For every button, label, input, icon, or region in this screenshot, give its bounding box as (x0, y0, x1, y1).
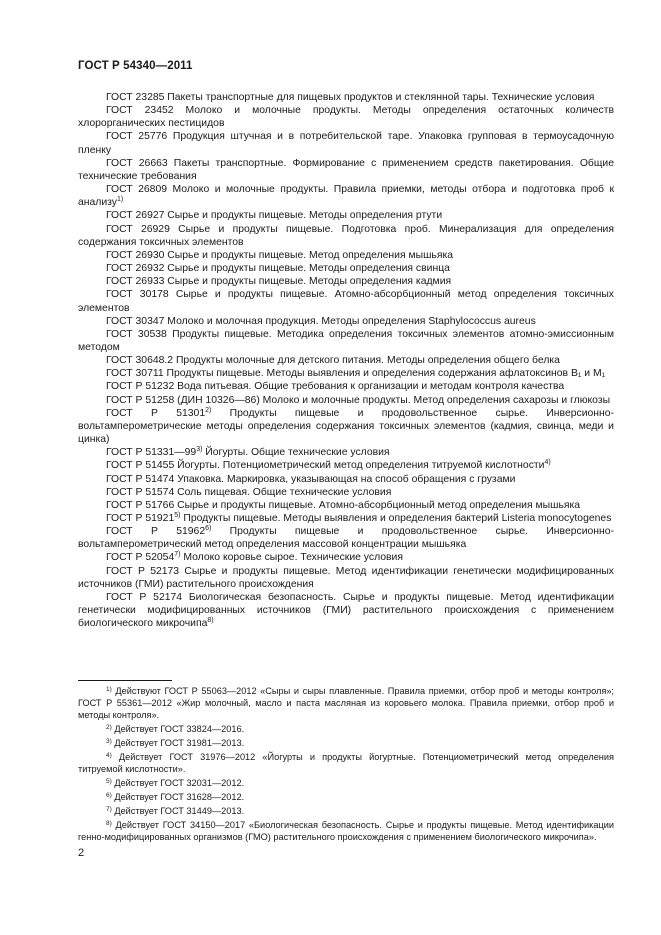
reference-text: ГОСТ Р 52054 (106, 552, 175, 564)
reference-item (78, 591, 614, 630)
reference-item (78, 262, 614, 275)
reference-text: ГОСТ 26929 Сырье и продукты пищевые. Подготовка проб. Минерализация для определения содержания токсичных элементов (78, 223, 614, 248)
footnote-item (78, 792, 614, 804)
reference-text-continued: Продукты пищевые. Методы выявления и определения бактерий Listeria monocytogenes (180, 513, 612, 524)
footnote-item (78, 738, 614, 750)
footnote-mark: 4) (544, 459, 551, 467)
reference-text: ГОСТ Р 51232 Вода питьевая. Общие требования к организации и методам контроля качества (106, 381, 565, 393)
reference-text: ГОСТ 23452 Молоко и молочные продукты. Методы определения остаточных количеств хлорорганических пестицидов (78, 105, 614, 130)
reference-item (78, 223, 614, 249)
reference-item (78, 394, 614, 407)
footnote-mark: 2) (205, 406, 212, 414)
reference-text: ГОСТ Р 51921 (106, 513, 175, 524)
reference-item (78, 459, 614, 472)
reference-text: ГОСТ 26663 Пакеты транспортные. Формирование с применением средств пакетирования. Общие технические требования (78, 157, 614, 182)
reference-text: ГОСТ 26932 Сырье и продукты пищевые. Методы определения свинца (106, 263, 450, 275)
footnote-mark: 7) (106, 805, 112, 813)
reference-item (78, 288, 614, 314)
reference-item (78, 565, 614, 591)
reference-item (78, 209, 614, 222)
footnote-item (78, 820, 614, 844)
reference-item (78, 91, 614, 104)
reference-text: ГОСТ 26933 Сырье и продукты пищевые. Методы определения кадмия (106, 276, 452, 288)
reference-text: ГОСТ 30178 Сырье и продукты пищевые. Атомно-абсорбционный метод определения токсичных элементов (78, 289, 614, 314)
reference-text: ГОСТ Р 52173 Сырье и продукты пищевые. Метод идентификации генетически модифицированных источников (ГМИ) растительного происхождения (78, 565, 614, 590)
reference-item (78, 499, 614, 512)
page-number: 2 (78, 847, 85, 859)
reference-text: ГОСТ Р 51574 Соль пищевая. Общие технические условия (106, 486, 392, 498)
reference-item (78, 367, 614, 380)
reference-item (78, 328, 614, 354)
reference-text: ГОСТ Р 51455 Йогурты. Потенциометрический метод определения титруемой кислотности (106, 460, 545, 472)
footnote-text: Действуют ГОСТ Р 55063—2012 «Сыры и сыры плавленные. Правила приемки, отбор проб и методы контроля»; ГОСТ Р 55361—2012 «Жир молочный, масло и паста масляная из коровьего молока. Правила приемки, отбор проб и методы контроля». (78, 686, 614, 720)
footnote-mark: 5) (106, 777, 112, 785)
footnote-mark: 8) (207, 617, 214, 625)
footnote-mark: 3) (196, 446, 203, 454)
footnote-text: Действует ГОСТ 32031—2012. (114, 777, 245, 788)
footnote-text: Действует ГОСТ 31981—2013. (114, 737, 245, 748)
footnote-divider (78, 680, 172, 681)
reference-item (78, 249, 614, 262)
reference-text: ГОСТ Р 51474 Упаковка. Маркировка, указывающая на способ обращения с грузами (106, 473, 516, 485)
reference-item (78, 486, 614, 499)
reference-item (78, 380, 614, 393)
reference-text: ГОСТ Р 51258 (ДИН 10326—86) Молоко и молочные продукты. Метод определения сахарозы и глюкозы (106, 394, 611, 406)
footnote-text: Действует ГОСТ 31976—2012 «Йогурты и продукты йогуртные. Потенциометрический метод определения титруемой кислотности». (78, 751, 614, 774)
reference-item (78, 157, 614, 183)
footnote-mark: 3) (106, 737, 112, 745)
reference-text: ГОСТ 30538 Продукты пищевые. Методика определения токсичных элементов атомно-эмиссионным методом (78, 328, 614, 353)
reference-text: ГОСТ 30648.2 Продукты молочные для детского питания. Методы определения общего белка (106, 355, 560, 367)
reference-text-continued: Продукты пищевые и продовольственное сырье. Инверсионно-вольтамперометрические методы определения содержания токсичных элементов (кадмия, свинца, меди и цинка) (78, 407, 615, 446)
footnote-mark: 7) (174, 551, 181, 559)
footnote-text: Действует ГОСТ 34150—2017 «Биологическая безопасность. Сырье и продукты пищевые. Метод идентификации генно-модифицированных организмов (ГМО) растительного происхождения с применением биологического микрочипа». (78, 820, 614, 842)
reference-text: ГОСТ 26927 Сырье и продукты пищевые. Методы определения ртути (106, 210, 443, 222)
reference-text: ГОСТ 30711 Продукты пищевые. Методы выявления и определения содержания афлатоксинов B₁ и M₁ (106, 368, 606, 380)
reference-item (78, 512, 614, 525)
footnote-item (78, 806, 614, 818)
footnote-mark: 6) (106, 791, 112, 799)
reference-text-continued: Молоко коровье сырое. Технические условия (180, 552, 403, 564)
reference-text-continued: Продукты пищевые и продовольственное сырье. Инверсионно-вольтамперометрический метод определения массовой концентрации мышьяка (78, 526, 615, 551)
footnote-item (78, 752, 614, 776)
reference-text: ГОСТ Р 51766 Сырье и продукты пищевые. Атомно-абсорбционный метод определения мышьяка (106, 499, 581, 511)
footnote-mark: 6) (205, 525, 212, 533)
reference-item (78, 551, 614, 564)
reference-text: ГОСТ Р 52174 Биологическая безопасность. Сырье и продукты пищевые. Метод идентификации генетически модифицированных источников (ГМИ) растительного происхождения с применением биологического микрочипа (78, 591, 614, 630)
reference-item (78, 275, 614, 288)
reference-item (78, 525, 614, 551)
reference-text: ГОСТ 26930 Сырье и продукты пищевые. Метод определения мышьяка (106, 249, 454, 261)
footnote-item (78, 724, 614, 736)
reference-text: ГОСТ 25776 Продукция штучная и в потребительской таре. Упаковка групповая в термоусадочную пленку (78, 131, 614, 156)
footnote-mark: 5) (174, 512, 181, 519)
reference-item (78, 407, 614, 446)
reference-item (78, 354, 614, 367)
footnote-mark: 1) (106, 686, 112, 693)
reference-text: ГОСТ 26809 Молоко и молочные продукты. Правила приемки, методы отбора и подготовка проб к анализу (78, 184, 614, 209)
reference-item (78, 473, 614, 486)
footnote-item (78, 778, 614, 790)
reference-text: ГОСТ Р 51962 (106, 526, 206, 538)
footnote-text: Действует ГОСТ 31628—2012. (114, 791, 245, 802)
reference-text: ГОСТ Р 51301 (106, 407, 206, 419)
footnote-text: Действует ГОСТ 33824—2016. (114, 723, 245, 734)
reference-item (78, 446, 614, 459)
footnote-mark: 4) (106, 751, 112, 759)
footnotes-list (78, 686, 614, 846)
reference-text: ГОСТ Р 51331—99 (106, 447, 197, 459)
document-header: ГОСТ Р 54340—2011 (78, 60, 193, 72)
footnote-mark: 8) (106, 820, 112, 828)
footnote-mark: 2) (106, 723, 112, 731)
reference-item (78, 130, 614, 156)
reference-text: ГОСТ 23285 Пакеты транспортные для пищевых продуктов и стеклянной тары. Технические условия (106, 92, 595, 103)
footnote-mark: 1) (117, 196, 124, 204)
reference-text: ГОСТ 30347 Молоко и молочная продукция. Методы определения Staphylococcus aureus (106, 315, 536, 327)
footnote-text: Действует ГОСТ 31449—2013. (114, 805, 245, 816)
reference-item (78, 315, 614, 328)
normative-references-list (78, 91, 614, 630)
reference-item (78, 104, 614, 130)
reference-item (78, 183, 614, 209)
reference-text-continued: Йогурты. Общие технические условия (202, 447, 390, 459)
footnote-item (78, 686, 614, 721)
